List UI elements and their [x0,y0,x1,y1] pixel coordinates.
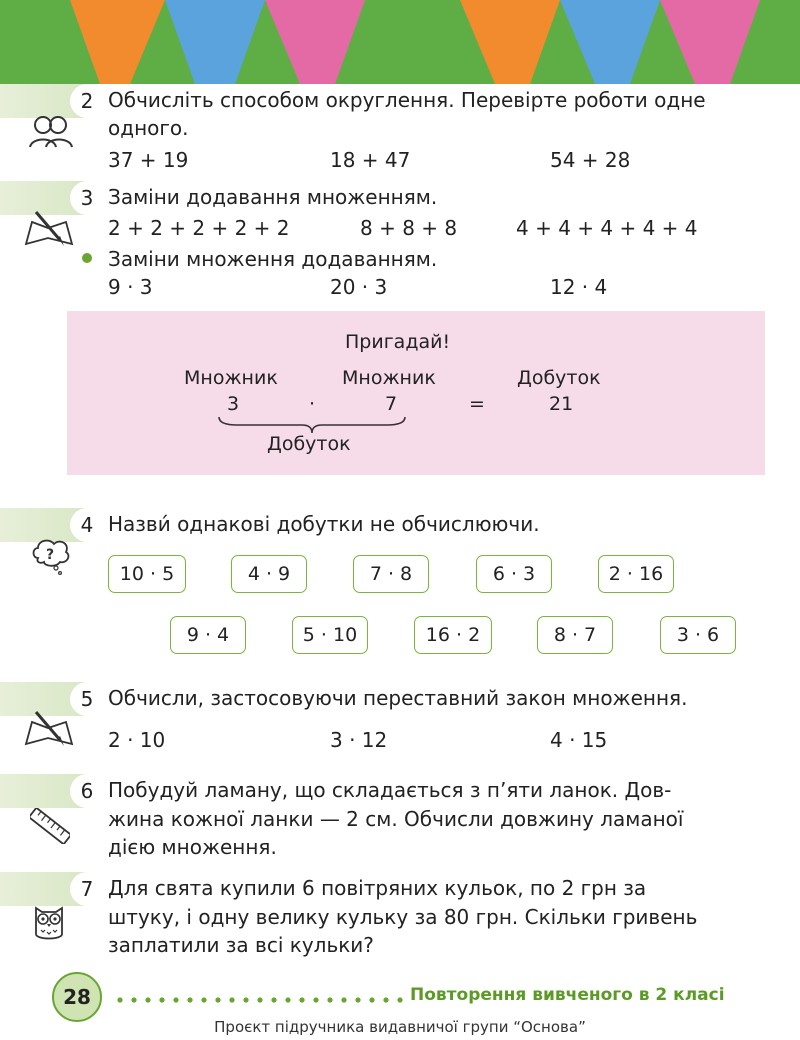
product-card: 8 · 7 [537,616,613,654]
expression: 18 + 47 [330,148,411,172]
task-7-text-line-3: заплатили за всі кульки? [108,933,374,957]
task-5-text: Обчисли, застосовуючи переставний закон множення. [108,686,688,710]
write-icon [22,708,76,748]
expression: 2 · 10 [108,728,166,752]
task-number: 5 [70,682,104,716]
svg-text:?: ? [46,547,55,563]
product-card: 2 · 16 [598,555,674,593]
expression: 4 + 4 + 4 + 4 + 4 [516,216,698,240]
product-card: 3 · 6 [660,616,736,654]
owl-icon [32,902,66,942]
task-7-text-line-1: Для свята купили 6 повітряних кульок, по 2 грн за [108,876,647,900]
expression: 54 + 28 [550,148,631,172]
product-card: 5 · 10 [292,616,368,654]
dotted-leader [116,996,406,1004]
task-number: 4 [70,508,104,542]
task-number: 2 [70,84,104,118]
task-number: 6 [70,774,104,808]
factor-label: Множник [342,367,436,389]
underbrace [217,415,407,435]
task-2-text-line-1: Обчисліть способом округлення. Перевірте роботи одне [108,88,706,112]
product-value: 21 [549,393,574,415]
product-card: 10 · 5 [108,555,186,593]
page-number: 28 [52,972,102,1022]
task-6-text-line-2: жина кожної ланки — 2 см. Обчисли довжину ламаної [108,807,684,831]
expression: 12 · 4 [550,275,608,299]
factor-value: 3 [227,393,240,415]
footer-text: Проєкт підручника видавничої групи “Основа” [214,1018,586,1036]
product-card: 16 · 2 [414,616,492,654]
expression: 20 · 3 [330,275,388,299]
task-number: 7 [70,872,104,906]
task-7-text-line-2: штуку, і одну велику кульку за 80 грн. Скільки гривень [108,905,698,929]
product-card: 4 · 9 [231,555,307,593]
factor-label: Множник [184,367,278,389]
expression: 37 + 19 [108,148,189,172]
product-card: 9 · 4 [170,616,246,654]
ruler-icon [30,808,70,844]
bullet-dot [82,253,92,263]
task-number: 3 [70,181,104,215]
product-card: 7 · 8 [353,555,429,593]
expression: 4 · 15 [550,728,608,752]
task-6-text-line-3: дією множення. [108,835,277,859]
expression: 3 · 12 [330,728,388,752]
task-6-text-line-1: Побудуй ламану, що складається з п’яти ланок. Дов- [108,778,672,802]
think-question-icon [30,536,72,576]
product-card: 6 · 3 [476,555,552,593]
pair-work-icon [26,113,76,149]
multiply-dot: · [309,393,316,415]
expression: 8 + 8 + 8 [360,216,458,240]
task-3-text-line-1: Заміни додавання множенням. [108,185,438,209]
task-4-text: Назви́ однакові добутки не обчислюючи. [108,512,540,536]
top-banner [0,0,800,84]
brace-label: Добуток [267,433,351,455]
write-icon [22,208,76,248]
factor-value: 7 [385,393,398,415]
task-3-text-line-2: Заміни множення додаванням. [108,247,438,271]
expression: 9 · 3 [108,275,153,299]
expression: 2 + 2 + 2 + 2 + 2 [108,216,290,240]
task-2-text-line-2: одного. [108,116,189,140]
product-label: Добуток [517,367,601,389]
remember-box [67,311,765,475]
section-title: Повторення вивченого в 2 класі [410,985,725,1005]
equals-sign: = [469,393,485,415]
remember-title: Пригадай! [345,331,451,353]
